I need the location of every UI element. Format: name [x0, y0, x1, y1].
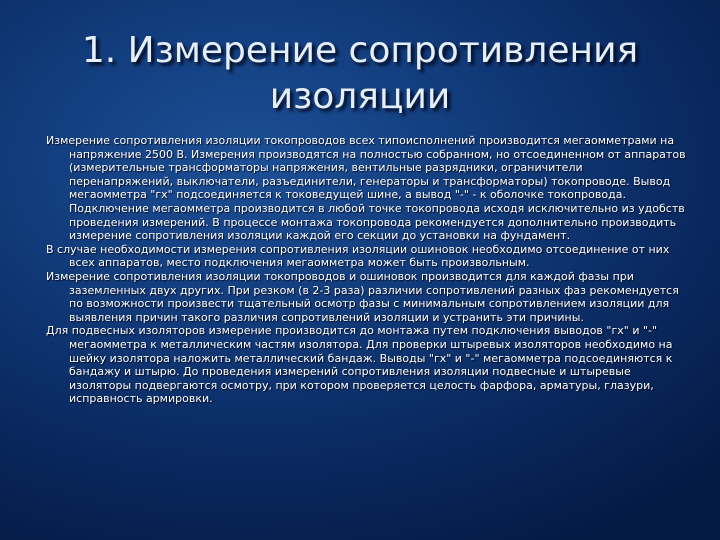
slide-body [46, 134, 686, 406]
paragraph-insulation-busducts: Измерение сопротивления изоляции токопроводов всех типоисполнений производится мегаомметрами на напряжение 2500 В. Измерения производятся на полностью собранном, но отсоединенном от аппаратов (измерительные трансформаторы напряжения, вентильные разрядники, ограничители перенапряжений, выключатели, разъединители, генераторы и трансформаторы) токопроводе. Вывод мегаомметра "гх" подсоединяется к токоведущей шине, а вывод "-" - к оболочке токопровода. Подключение мегаомметра производится в любой точке токопровода исходя исключительно из удобств проведения измерений. В процессе монтажа токопровода рекомендуется дополнительно производить измерение сопротивления изоляции каждой его секции до установки на фундамент. [46, 134, 686, 243]
paragraph-insulators-measurement: Для подвесных изоляторов измерение производится до монтажа путем подключения выводов "гх" и "-" мегаомметра к металлическим частям изолятора. Для проверки штыревых изоляторов необходимо на шейку изолятора наложить металлический бандаж. Выводы "гх" и "-" мегаомметра подсоединяются к бандажу и штырю. До проведения измерений сопротивления изоляции подвесные и штыревые изоляторы подвергаются осмотру, при котором проверяется целость фарфора, арматуры, глазури, исправность армировки. [46, 324, 673, 406]
paragraph-per-phase-measurement: Измерение сопротивления изоляции токопроводов и ошиновок производится для каждой фазы при заземленных двух других. При резком (в 2-3 раза) различии сопротивлений разных фаз рекомендуется по возможности произвести тщательный осмотр фазы с минимальным сопротивлением изоляции для выявления причин такого различия сопротивлений изоляции и устранить эти причины. [46, 269, 679, 324]
slide-title: 1. Измерение сопротивления изоляции [81, 30, 639, 117]
paragraph-busbar-measurement: В случае необходимости измерения сопротивления изоляции ошиновок необходимо отсоединение от них всех аппаратов, место подключения мегаомметра может быть произвольным. [46, 242, 670, 270]
